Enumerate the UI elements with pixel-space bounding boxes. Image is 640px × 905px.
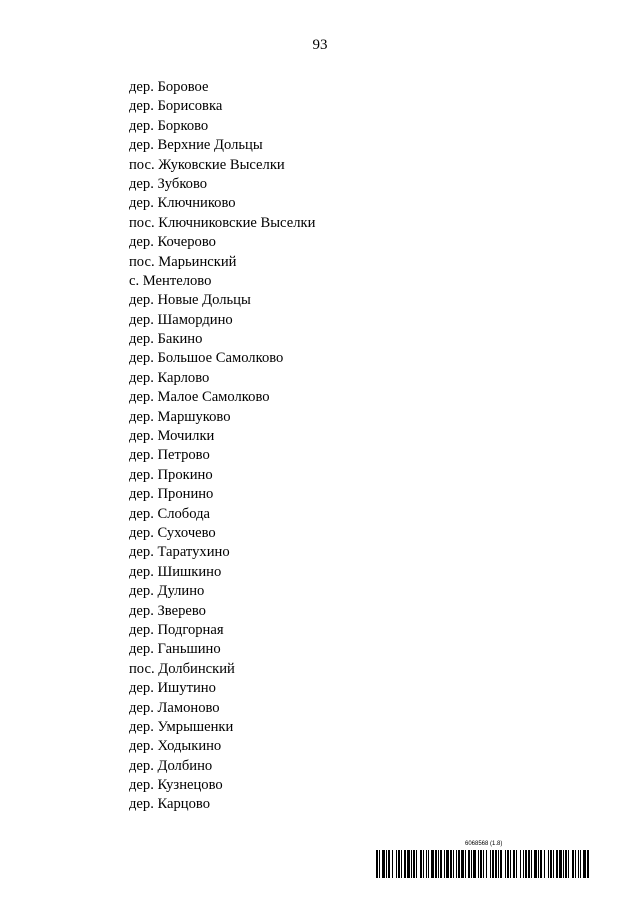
barcode-bar [413,850,415,878]
barcode-bar [550,850,552,878]
barcode-bar [456,850,457,878]
barcode-bar [465,850,466,878]
list-item: с. Ментелово [129,272,212,289]
barcode-bar [556,850,558,878]
barcode-bar [500,850,502,878]
barcode-bar [416,850,417,878]
barcode-bar [575,850,576,878]
list-item: пос. Долбинский [129,660,235,677]
barcode-bar [461,850,464,878]
barcode-bar [411,850,412,878]
list-item: дер. Ганьшино [129,641,221,658]
barcode-bar [407,850,410,878]
barcode-bar [486,850,487,878]
barcode-bar [480,850,482,878]
barcode-bar [563,850,564,878]
barcode-bar [583,850,586,878]
barcode-bar [426,850,427,878]
list-item: дер. Маршуково [129,408,231,425]
list-item: пос. Марьинский [129,253,237,270]
barcode-bar [531,850,532,878]
barcode-bar [507,850,509,878]
list-item: дер. Новые Дольцы [129,292,251,309]
barcode-bar [435,850,437,878]
list-item: пос. Жуковские Выселки [129,156,285,173]
list-item: дер. Кузнецово [129,777,223,794]
barcode-caption: 6068568 (1.8) [465,841,503,847]
list-item: дер. Борково [129,117,209,134]
barcode-bar [444,850,445,878]
list-item: дер. Большое Самолково [129,350,284,367]
list-item: дер. Карлово [129,369,210,386]
list-item: дер. Ламоново [129,699,220,716]
list-item: дер. Сухочево [129,524,216,541]
barcode-bar [473,850,476,878]
barcode-bar [513,850,515,878]
barcode-bar [453,850,454,878]
list-item: дер. Пронино [129,486,214,503]
barcode-bar [544,850,545,878]
barcode-bar [578,850,579,878]
list-item: дер. Зверево [129,602,206,619]
barcode-bar [495,850,497,878]
page-number: 93 [312,37,328,53]
barcode-bar [568,850,569,878]
barcode-bar [471,850,472,878]
barcode-bar [587,850,589,878]
list-item: пос. Ключниковские Выселки [129,214,316,231]
barcode-bar [548,850,549,878]
list-item: дер. Боровое [129,79,209,95]
list-item: дер. Прокино [129,466,213,483]
barcode-bar [492,850,494,878]
barcode-bar [420,850,422,878]
barcode-bar [458,850,460,878]
list-item: дер. Долбино [129,757,213,774]
list-item: дер. Бакино [129,331,203,348]
barcode-bar [516,850,517,878]
list-item: дер. Ключниково [129,195,236,212]
barcode-bar [505,850,506,878]
list-item: дер. Ишутино [129,680,216,697]
settlement-list [129,78,315,815]
barcode-bar [580,850,581,878]
list-item: дер. Дулино [129,583,205,600]
list-item: дер. Кочерово [129,234,216,251]
barcode-bar [401,850,402,878]
barcode-bar [396,850,397,878]
barcode-bar [572,850,574,878]
barcode-bar [498,850,499,878]
list-item: дер. Карцово [129,796,211,813]
barcode-bar [404,850,406,878]
barcode-bar [553,850,554,878]
barcode-bar [388,850,390,878]
barcode-bar [565,850,567,878]
list-item: дер. Мочилки [129,428,215,445]
barcode-icon [376,850,590,878]
barcode-bar [540,850,542,878]
barcode-bar [398,850,400,878]
barcode-bar [438,850,439,878]
list-item: дер. Шишкино [129,563,222,580]
list-item: дер. Малое Самолково [129,389,270,406]
barcode-bar [523,850,524,878]
barcode-bar [440,850,442,878]
barcode-bar [450,850,452,878]
barcode-bar [376,850,378,878]
list-item: дер. Петрово [129,447,210,464]
barcode-bar [528,850,530,878]
list-item: дер. Ходыкино [129,738,222,755]
list-item: дер. Шамордино [129,311,233,328]
barcode-bar [534,850,537,878]
barcode-bar [379,850,380,878]
list-item: дер. Умрышенки [129,718,234,735]
barcode-bar [468,850,470,878]
barcode-bar [483,850,484,878]
barcode-bar [431,850,434,878]
barcode-bar [559,850,562,878]
list-item: дер. Слобода [129,505,211,522]
barcode-bar [525,850,527,878]
list-item: дер. Зубково [129,175,208,192]
barcode-bar [510,850,511,878]
list-item: дер. Борисовка [129,98,223,115]
list-item: дер. Таратухино [129,544,230,561]
barcode-bar [490,850,491,878]
list-item: дер. Верхние Дольцы [129,137,263,154]
barcode-bar [423,850,424,878]
barcode-bar [520,850,521,878]
barcode-bar [392,850,393,878]
barcode-bar [428,850,429,878]
barcode-bar [478,850,479,878]
barcode-bar [446,850,449,878]
list-item: дер. Подгорная [129,621,224,638]
barcode-bar [386,850,387,878]
barcode-bar [538,850,539,878]
barcode-bar [382,850,385,878]
